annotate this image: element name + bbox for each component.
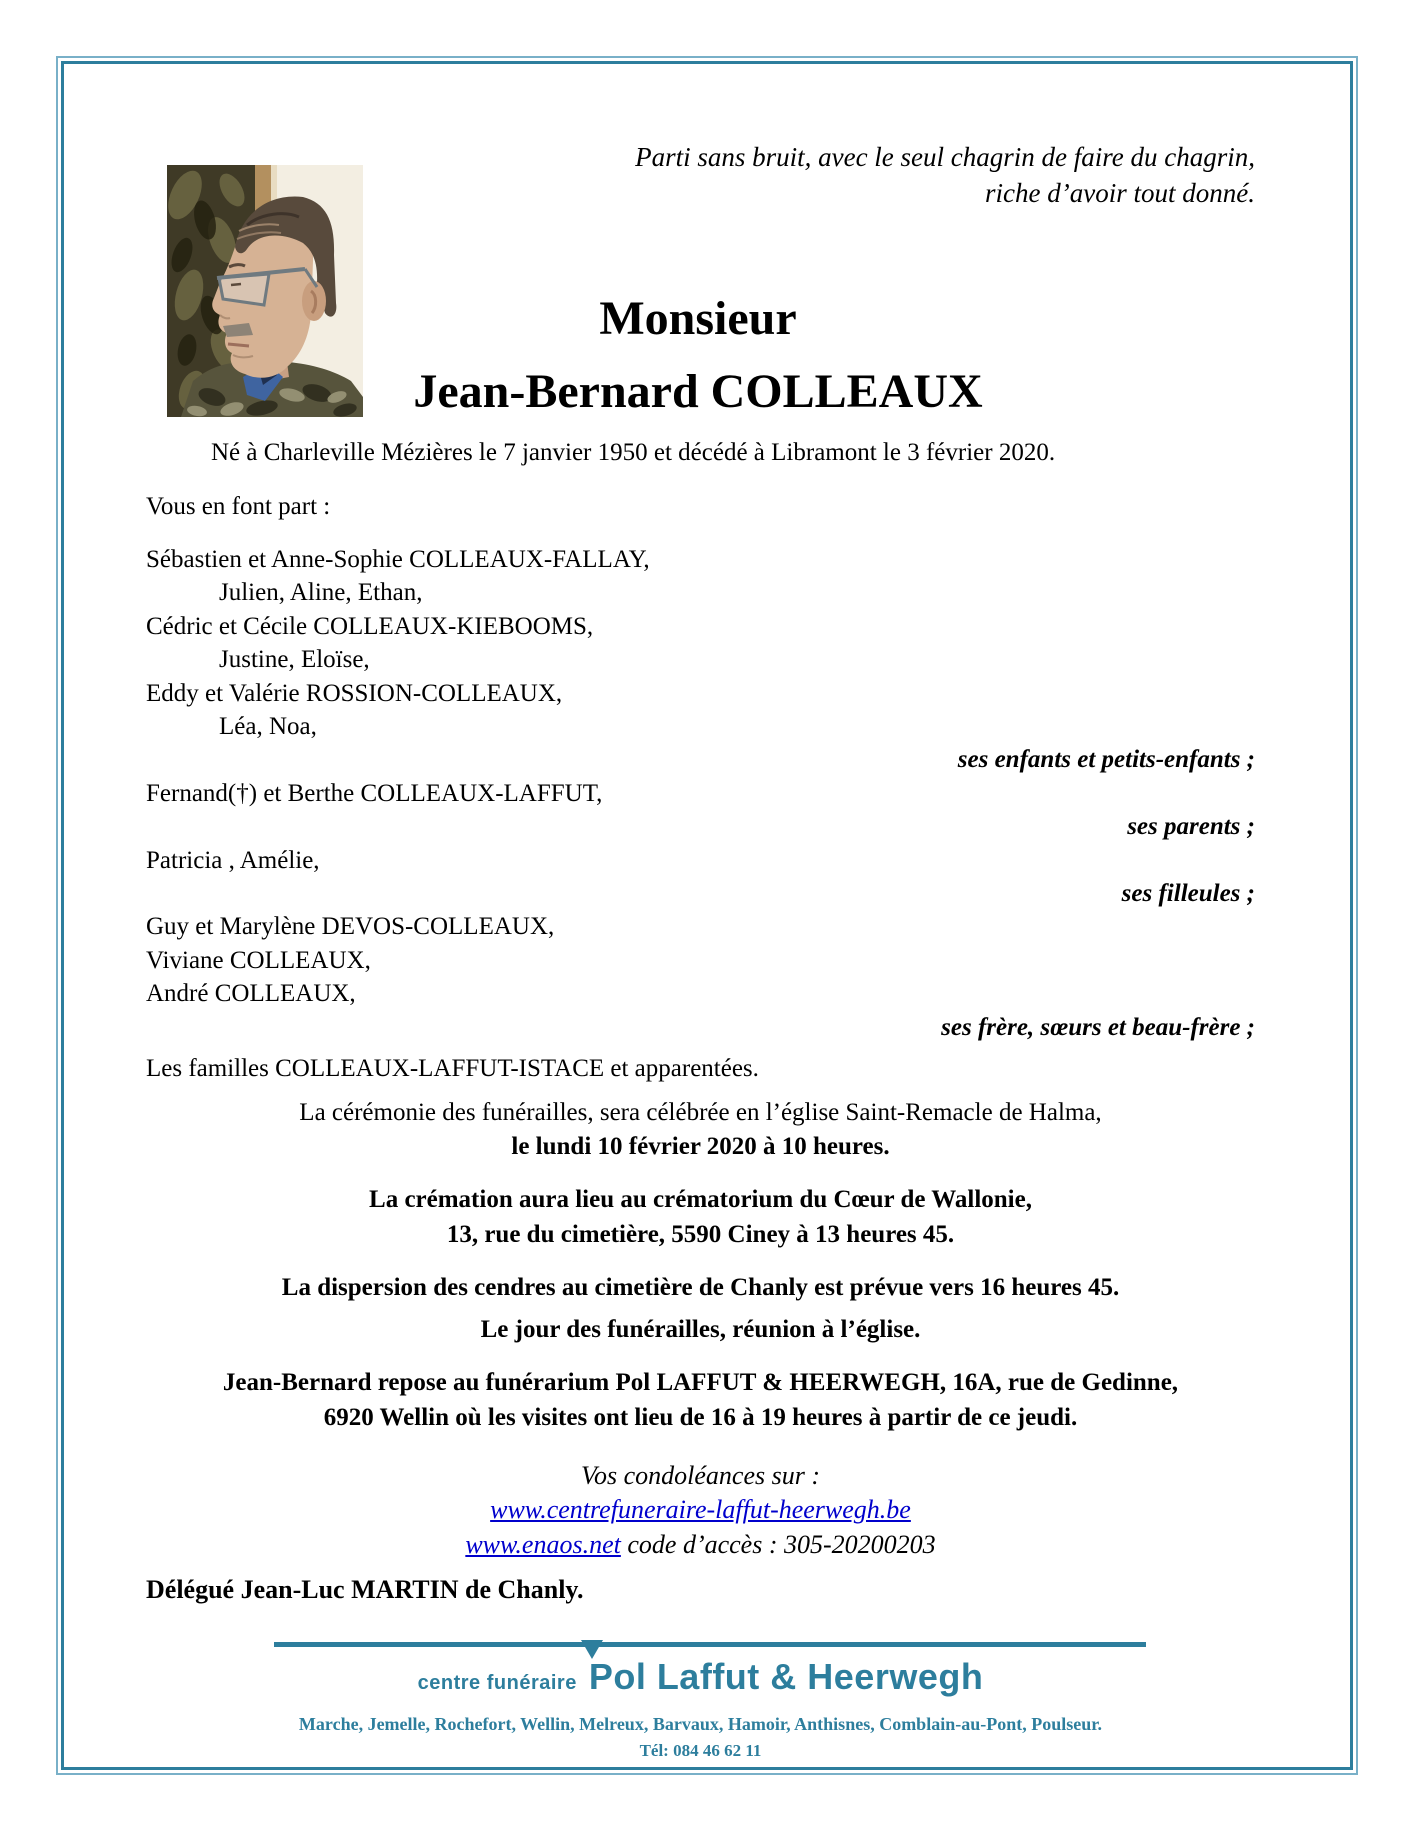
- family-line: Eddy et Valérie ROSSION-COLLEAUX,: [146, 679, 563, 707]
- footer-divider: [274, 1642, 1146, 1647]
- title-salutation: Monsieur: [599, 292, 797, 345]
- gathering-line: Le jour des funérailles, réunion à l’église.: [480, 1316, 921, 1343]
- family-line: André COLLEAUX,: [146, 980, 356, 1008]
- family-role-label: ses filleules ;: [1121, 880, 1255, 908]
- family-line: Viviane COLLEAUX,: [146, 946, 371, 974]
- enaos-website-link[interactable]: www.enaos.net: [465, 1530, 621, 1559]
- family-line: Sébastien et Anne-Sophie COLLEAUX-FALLAY,: [146, 546, 650, 573]
- related-families-line: Les familles COLLEAUX-LAFFUT-ISTACE et apparentées.: [146, 1055, 759, 1082]
- cremation-address-line: 13, rue du cimetière, 5590 Ciney à 13 heures 45.: [446, 1221, 955, 1248]
- family-line: Léa, Noa,: [219, 713, 317, 741]
- title-deceased-name: Jean-Bernard COLLEAUX: [413, 365, 983, 418]
- family-line: Justine, Eloïse,: [219, 646, 370, 674]
- visits-line: 6920 Wellin où les visites ont lieu de 16 à 19 heures à partir de ce jeudi.: [323, 1404, 1078, 1431]
- epitaph-quote-line2: riche d’avoir tout donné.: [985, 178, 1255, 208]
- family-line: Fernand(†) et Berthe COLLEAUX-LAFFUT,: [146, 779, 603, 807]
- funerarium-line: Jean-Bernard repose au funérarium Pol LAFFUT & HEERWEGH, 16A, rue de Gedinne,: [222, 1369, 1179, 1396]
- funeral-home-logo: [85, 1656, 1316, 1698]
- ceremony-date-line: le lundi 10 février 2020 à 10 heures.: [511, 1133, 890, 1160]
- family-line: Cédric et Cécile COLLEAUX-KIEBOOMS,: [146, 612, 594, 640]
- family-list: [146, 543, 1255, 1044]
- family-role-label: ses enfants et petits-enfants ;: [957, 746, 1255, 774]
- logo-triangle-icon: [581, 1640, 603, 1659]
- logo-small-text: centre funéraire: [417, 1672, 577, 1694]
- family-role-label: ses parents ;: [1127, 813, 1255, 841]
- ceremony-line: La cérémonie des funérailles, sera célébrée en l’église Saint-Remacle de Halma,: [299, 1099, 1102, 1126]
- ashes-dispersion-line: La dispersion des cendres au cimetière de Chanly est prévue vers 16 heures 45.: [281, 1274, 1120, 1301]
- family-line: Guy et Marylène DEVOS-COLLEAUX,: [146, 913, 555, 941]
- condolences-intro: Vos condoléances sur :: [580, 1461, 820, 1490]
- page-title: [100, 282, 1296, 428]
- cremation-line: La crémation aura lieu au crématorium du Cœur de Wallonie,: [369, 1186, 1032, 1213]
- birth-death-line: Né à Charleville Mézières le 7 janvier 1950 et décédé à Libramont le 3 février 2020.: [211, 439, 1056, 466]
- delegate-line: Délégué Jean-Luc MARTIN de Chanly.: [146, 1575, 584, 1604]
- funeral-home-website-link[interactable]: www.centrefuneraire-laffut-heerwegh.be: [490, 1495, 911, 1524]
- condolences-link2-row: [85, 1529, 1316, 1561]
- footer-cities-line: Marche, Jemelle, Rochefort, Wellin, Melreux, Barvaux, Hamoir, Anthisnes, Comblain-au-Pont, Poulseur.: [298, 1714, 1103, 1734]
- logo-brand-text: Pol Laffut & Heerwegh: [588, 1656, 984, 1697]
- access-code-text: code d’accès : 305-20200203: [620, 1530, 936, 1559]
- epitaph-quote-line1: Parti sans bruit, avec le seul chagrin de faire du chagrin,: [635, 142, 1255, 172]
- announcement-intro: Vous en font part :: [146, 493, 331, 520]
- logo-brand-name: [589, 1656, 984, 1698]
- footer-phone-line: Tél: 084 46 62 11: [639, 1741, 762, 1760]
- family-line: Patricia , Amélie,: [146, 846, 320, 874]
- epitaph-quote: [400, 139, 1255, 211]
- condolences-link1-row: [85, 1494, 1316, 1526]
- family-role-label: ses frère, sœurs et beau-frère ;: [941, 1013, 1255, 1041]
- family-line: Julien, Aline, Ethan,: [219, 579, 423, 607]
